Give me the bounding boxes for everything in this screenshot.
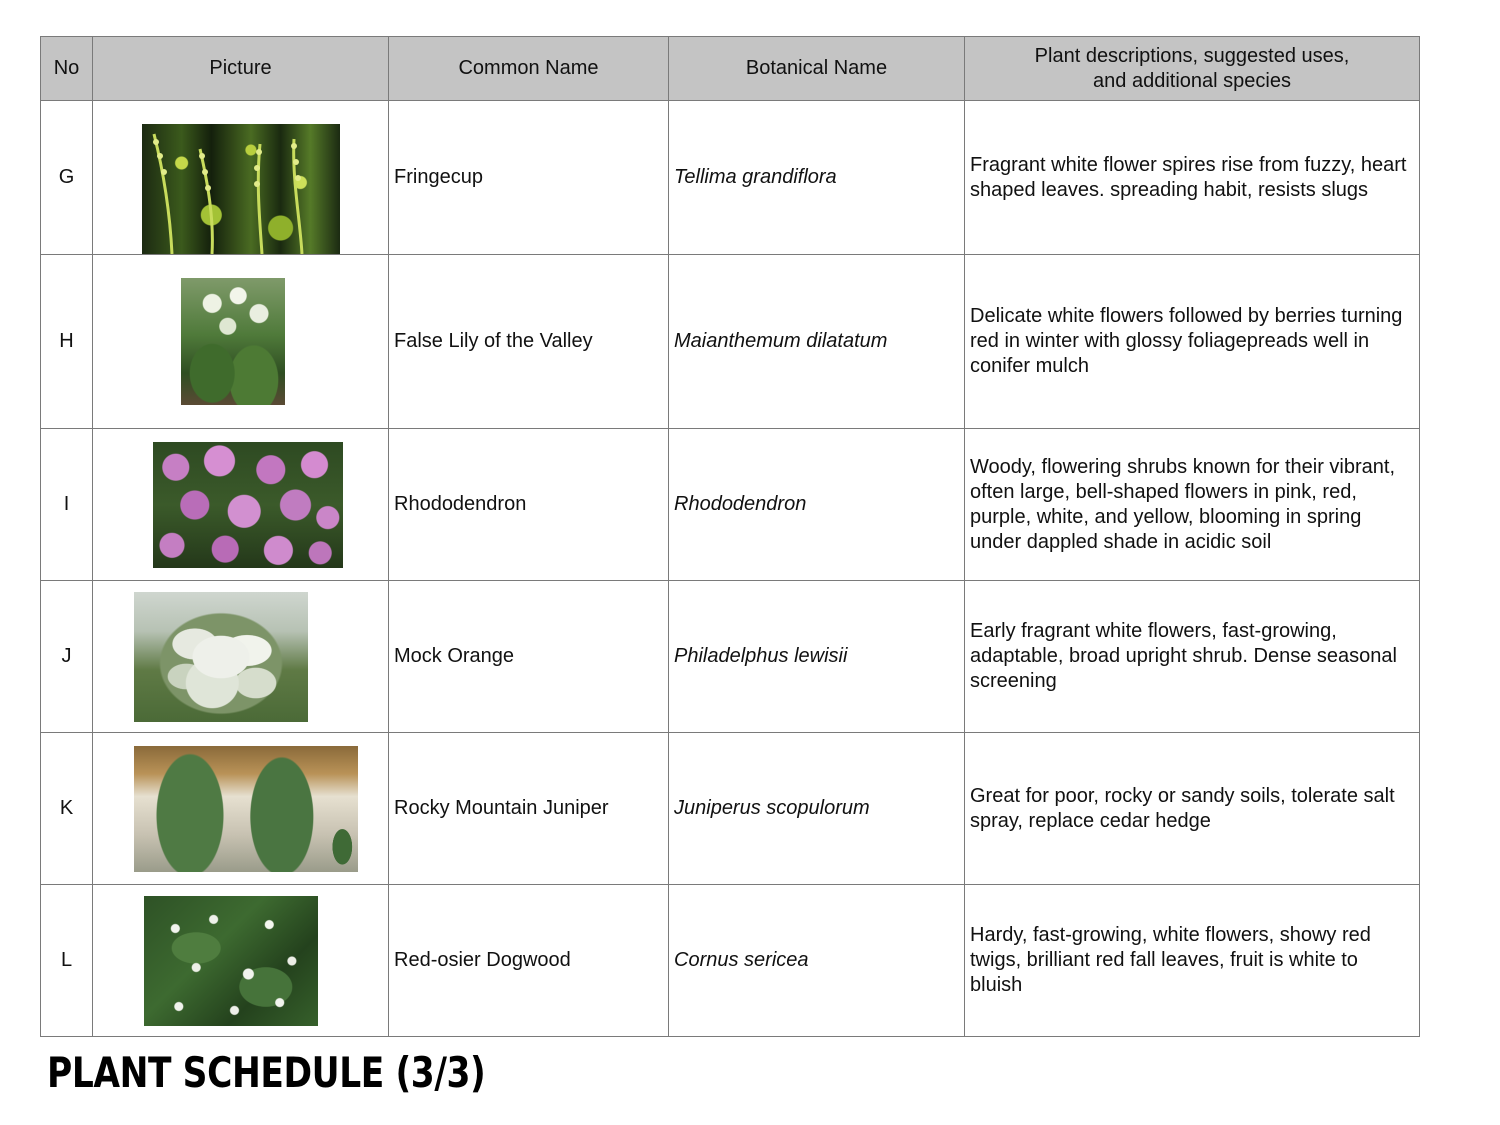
picture-cell — [93, 429, 389, 581]
header-no: No — [41, 37, 93, 101]
common-name: Rocky Mountain Juniper — [389, 733, 669, 885]
plant-description: Early fragrant white flowers, fast-growing, adaptable, broad upright shrub. Dense seasonal screening — [965, 581, 1420, 733]
table-row — [41, 733, 1420, 885]
row-no: G — [41, 101, 93, 255]
botanical-name: Juniperus scopulorum — [669, 733, 965, 885]
table-row — [41, 429, 1420, 581]
row-no: J — [41, 581, 93, 733]
common-name: Mock Orange — [389, 581, 669, 733]
fringecup-photo — [142, 124, 340, 254]
header-picture: Picture — [93, 37, 389, 101]
plant-description: Great for poor, rocky or sandy soils, tolerate salt spray, replace cedar hedge — [965, 733, 1420, 885]
table-row — [41, 255, 1420, 429]
picture-cell — [93, 885, 389, 1037]
table-row — [41, 581, 1420, 733]
row-no: I — [41, 429, 93, 581]
row-no: L — [41, 885, 93, 1037]
picture-cell — [93, 255, 389, 429]
table-row — [41, 101, 1420, 255]
common-name: False Lily of the Valley — [389, 255, 669, 429]
header-row — [41, 37, 1420, 101]
page-title: PLANT SCHEDULE (3/3) — [47, 1048, 486, 1097]
header-description — [965, 37, 1420, 101]
common-name: Fringecup — [389, 101, 669, 255]
plant-description: Fragrant white flower spires rise from fuzzy, heart shaped leaves. spreading habit, resists slugs — [965, 101, 1420, 255]
picture-cell — [93, 101, 389, 255]
mock-orange-photo — [134, 592, 308, 722]
plant-description: Delicate white flowers followed by berries turning red in winter with glossy foliagepreads well in conifer mulch — [965, 255, 1420, 429]
header-botanical-name: Botanical Name — [669, 37, 965, 101]
header-description-line2: and additional species — [1093, 69, 1291, 92]
botanical-name: Maianthemum dilatatum — [669, 255, 965, 429]
common-name: Red-osier Dogwood — [389, 885, 669, 1037]
rhododendron-photo — [153, 442, 343, 568]
false-lily-photo — [181, 278, 285, 405]
plant-description: Hardy, fast-growing, white flowers, showy red twigs, brilliant red fall leaves, fruit is white to bluish — [965, 885, 1420, 1037]
botanical-name: Rhododendron — [669, 429, 965, 581]
header-description-line1: Plant descriptions, suggested uses, — [1034, 44, 1350, 67]
dogwood-photo — [144, 896, 318, 1026]
fringecup-spires — [142, 124, 340, 254]
table-row — [41, 885, 1420, 1037]
picture-cell — [93, 581, 389, 733]
plant-description: Woody, flowering shrubs known for their vibrant, often large, bell-shaped flowers in pink, red, purple, white, and yellow, blooming in spring under dappled shade in acidic soil — [965, 429, 1420, 581]
row-no: H — [41, 255, 93, 429]
botanical-name: Tellima grandiflora — [669, 101, 965, 255]
juniper-photo — [134, 746, 358, 872]
header-common-name: Common Name — [389, 37, 669, 101]
plant-schedule-table — [40, 36, 1420, 1037]
botanical-name: Cornus sericea — [669, 885, 965, 1037]
botanical-name: Philadelphus lewisii — [669, 581, 965, 733]
row-no: K — [41, 733, 93, 885]
picture-cell — [93, 733, 389, 885]
common-name: Rhododendron — [389, 429, 669, 581]
